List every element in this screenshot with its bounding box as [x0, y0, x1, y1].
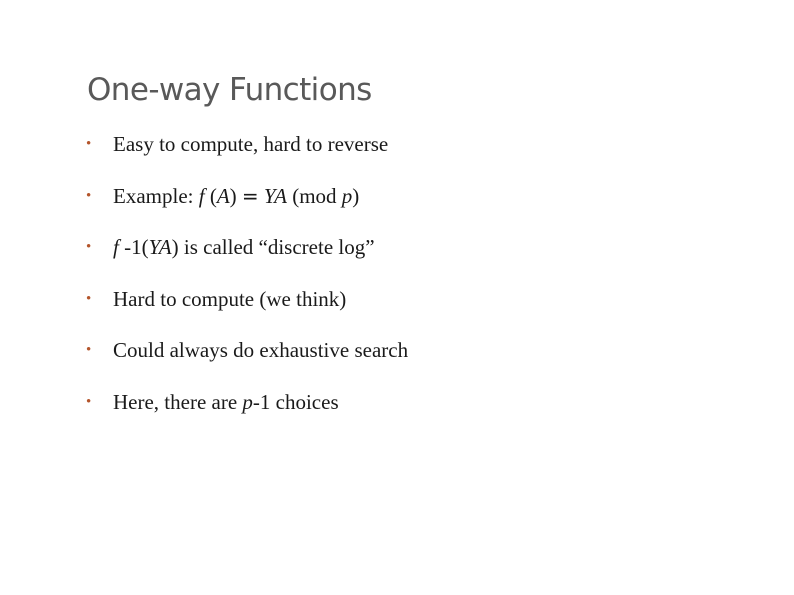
variable-p: p — [242, 389, 253, 414]
bullet-text-part: -1 choices — [252, 389, 339, 414]
example-label: Example: — [113, 183, 199, 208]
bullet-text-part: Could always do exhaustive search — [113, 338, 409, 363]
bullet-text-part: ) is called “discrete log” — [171, 235, 375, 260]
inverse-notation: -1( — [118, 235, 149, 260]
variable-p: p — [341, 183, 353, 208]
mod-open: (mod — [286, 183, 342, 208]
bullet-text — [113, 130, 388, 158]
equals-sign: = — [241, 183, 259, 208]
function-symbol: f — [198, 183, 205, 208]
bullet-icon: • — [86, 239, 92, 256]
bullet-text-part: Easy to compute, hard to reverse — [113, 132, 389, 156]
function-symbol: f — [113, 235, 119, 260]
variable-ya: YA — [148, 235, 172, 260]
bullet-icon: • — [86, 342, 92, 359]
bullet-text — [113, 285, 346, 313]
slide-title: One-way Functions — [87, 72, 372, 108]
variable-ya: YA — [263, 183, 287, 208]
bullet-text — [113, 388, 339, 416]
paren-close: ) — [229, 183, 242, 208]
mod-close: ) — [352, 183, 360, 208]
bullet-text — [113, 233, 375, 261]
bullet-icon: • — [86, 187, 92, 204]
bullet-icon: • — [86, 393, 92, 410]
paren-open: ( — [204, 183, 217, 208]
bullet-text-part: Here, there are — [113, 389, 243, 414]
variable-a: A — [216, 183, 230, 208]
bullet-text — [113, 182, 359, 210]
bullet-icon: • — [86, 136, 92, 152]
bullet-icon: • — [86, 290, 92, 307]
bullet-text — [113, 336, 408, 364]
bullet-text-part: Hard to compute (we think) — [113, 286, 347, 311]
